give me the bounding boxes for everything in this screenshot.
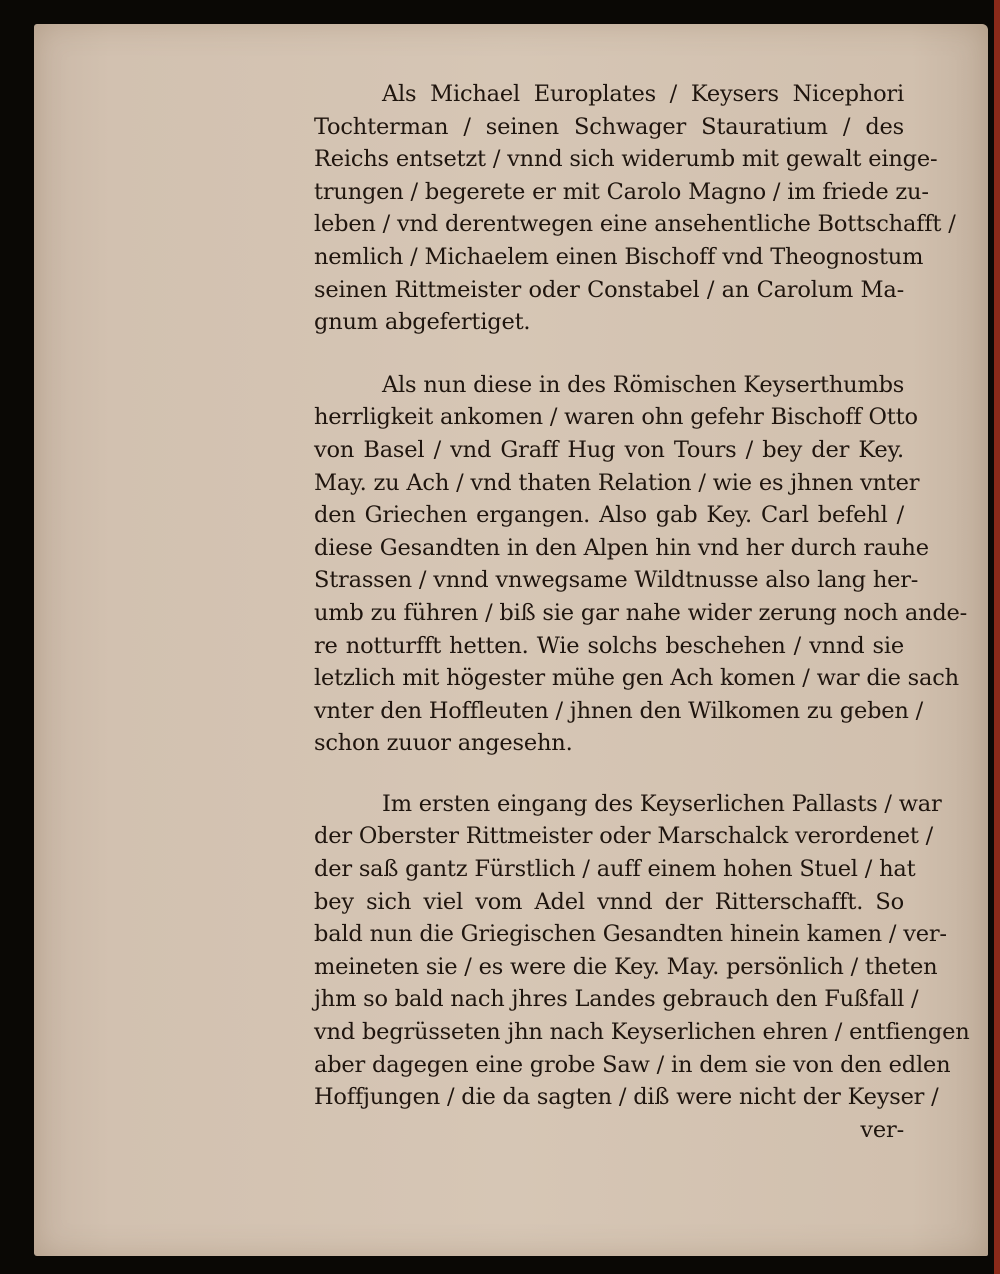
text-line: der Oberster Rittmeister oder Marschalck verordenet /: [314, 823, 934, 850]
text-line: umb zu führen / biß sie gar nahe wider zerung noch ande-: [314, 599, 968, 626]
text-line: jhm so bald nach jhres Landes gebrauch den Fußfall /: [314, 986, 919, 1013]
paragraph-1: [314, 78, 956, 339]
paragraph-3: [314, 788, 970, 1147]
text-line: leben / vnd derentwegen eine ansehentliche Bottschafft /: [314, 211, 956, 238]
page-edge-strip: [994, 0, 1000, 1274]
text-line: von Basel / vnd Graff Hug von Tours / bey der Key.: [314, 436, 904, 463]
text-line: der saß gantz Fürstlich / auff einem hohen Stuel / hat: [314, 856, 916, 883]
text-line: meineten sie / es were die Key. May. persönlich / theten: [314, 953, 938, 980]
text-line: diese Gesandten in den Alpen hin vnd her durch rauhe: [314, 534, 929, 561]
text-line: den Griechen ergangen. Also gab Key. Carl befehl /: [314, 502, 904, 529]
text-line: re notturfft hetten. Wie solchs beschehen / vnnd sie: [314, 632, 904, 659]
text-line: trungen / begerete er mit Carolo Magno / im friede zu-: [314, 178, 929, 205]
text-line: Strassen / vnnd vnwegsame Wildtnusse also lang her-: [314, 567, 919, 594]
paragraph-2: [314, 369, 968, 760]
text-line: letzlich mit högester mühe gen Ach komen / war die sach: [314, 665, 959, 692]
text-line: schon zuuor angesehn.: [314, 730, 573, 757]
text-line: May. zu Ach / vnd thaten Relation / wie es jhnen vnter: [314, 469, 920, 496]
text-line: bald nun die Griegischen Gesandten hinein kamen / ver-: [314, 921, 947, 948]
text-line: Im ersten eingang des Keyserlichen Pallasts / war: [382, 790, 942, 817]
text-line: Reichs entsetzt / vnnd sich widerumb mit gewalt einge-: [314, 146, 938, 173]
text-line: Hoffjungen / die da sagten / diß were nicht der Keyser /: [314, 1084, 939, 1111]
page-text: [314, 78, 970, 1176]
text-line: nemlich / Michaelem einen Bischoff vnd Theognostum: [314, 243, 924, 270]
catchword: ver-: [860, 1116, 904, 1143]
text-line: Als nun diese in des Römischen Keyserthumbs: [382, 371, 905, 398]
text-line: bey sich viel vom Adel vnnd der Ritterschafft. So: [314, 888, 904, 915]
text-line: seinen Rittmeister oder Constabel / an Carolum Ma-: [314, 276, 904, 303]
text-line: vnd begrüsseten jhn nach Keyserlichen ehren / entfiengen: [314, 1019, 970, 1046]
text-line: herrligkeit ankomen / waren ohn gefehr Bischoff Otto: [314, 404, 918, 431]
text-line: Als Michael Europlates / Keysers Nicephori: [382, 81, 904, 107]
text-line: aber dagegen eine grobe Saw / in dem sie von den edlen: [314, 1051, 951, 1078]
text-line: vnter den Hoffleuten / jhnen den Wilkomen zu geben /: [314, 697, 924, 724]
text-line: gnum abgefertiget.: [314, 309, 531, 336]
text-line: Tochterman / seinen Schwager Stauratium / des: [314, 113, 904, 140]
